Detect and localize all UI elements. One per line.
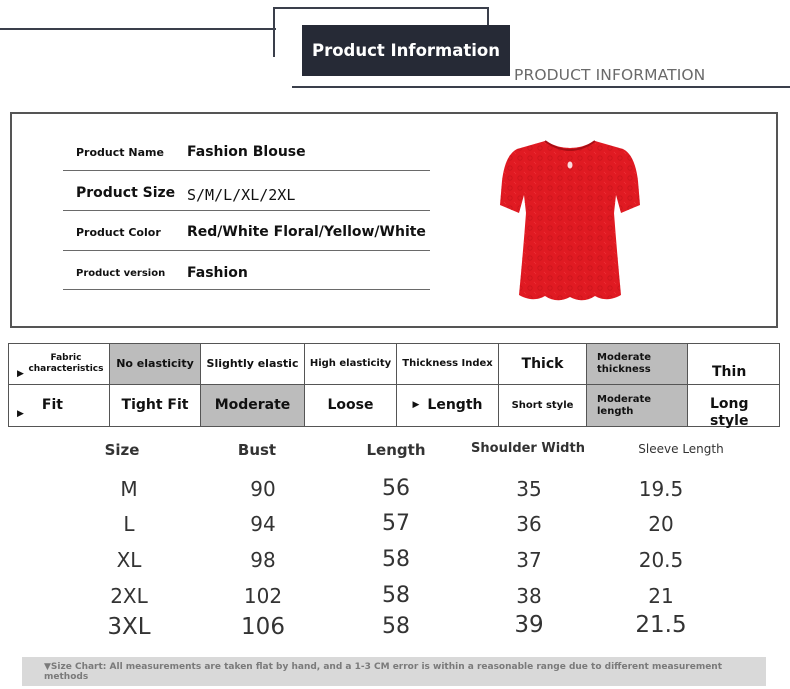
triangle-icon: ▶ bbox=[17, 369, 24, 380]
info-row-version bbox=[63, 251, 430, 290]
table-cell: 102 bbox=[243, 584, 283, 608]
table-cell: 57 bbox=[382, 511, 410, 536]
size-chart-note: ▼Size Chart: All measurements are taken flat by hand, and a 1-3 CM error is within a reasonable range due to different measurement methods bbox=[22, 657, 766, 686]
table-cell: L bbox=[123, 512, 135, 536]
attr-long-style: Long style bbox=[710, 395, 749, 429]
attr-slightly-elastic: Slightly elastic bbox=[201, 344, 305, 385]
triangle-icon: ▶ bbox=[17, 409, 24, 420]
table-cell: 35 bbox=[516, 477, 542, 501]
info-label: Product Name bbox=[76, 146, 164, 159]
table-cell: 58 bbox=[382, 583, 410, 608]
sleeve-length-header: Sleeve Length bbox=[638, 442, 724, 456]
attr-fit-label: ▶ Fit bbox=[9, 385, 110, 426]
attr-fabric-label: ▶ Fabric characteristics bbox=[9, 344, 110, 385]
shoulder-width-header: Shoulder Width bbox=[471, 441, 585, 456]
table-cell: 2XL bbox=[110, 584, 148, 608]
info-value: Fashion bbox=[187, 265, 248, 281]
table-cell: 36 bbox=[516, 512, 542, 536]
attr-thin: Thin bbox=[688, 344, 779, 385]
attr-thick: Thick bbox=[499, 344, 587, 385]
table-cell: XL bbox=[116, 548, 142, 572]
info-label: Product Size bbox=[76, 185, 176, 201]
bust-header: Bust bbox=[237, 441, 277, 459]
table-cell: M bbox=[120, 477, 138, 501]
blouse-image bbox=[495, 133, 645, 305]
info-value: S/M/L/XL/2XL bbox=[187, 186, 296, 204]
header-line-right bbox=[292, 86, 790, 88]
table-cell: 39 bbox=[514, 612, 544, 638]
table-cell: 56 bbox=[382, 476, 410, 501]
attr-no-elasticity: No elasticity bbox=[110, 344, 201, 385]
attr-moderate-fit: Moderate bbox=[201, 385, 305, 426]
table-cell: 58 bbox=[382, 614, 410, 639]
table-cell: 21 bbox=[648, 584, 674, 608]
info-row-name bbox=[63, 135, 430, 171]
page-subtitle: PRODUCT INFORMATION bbox=[514, 66, 706, 84]
table-cell: 98 bbox=[250, 548, 276, 572]
attr-tight-fit: Tight Fit bbox=[110, 385, 201, 426]
size-header: Size bbox=[104, 441, 140, 459]
table-cell: 58 bbox=[382, 547, 410, 572]
table-cell: 19.5 bbox=[638, 477, 684, 501]
attr-high-elasticity: High elasticity bbox=[305, 344, 397, 385]
table-cell: 3XL bbox=[107, 614, 151, 640]
info-row-size bbox=[63, 171, 430, 211]
table-cell: 38 bbox=[516, 584, 542, 608]
info-row-color bbox=[63, 211, 430, 251]
attr-loose: Loose bbox=[305, 385, 397, 426]
table-cell: 20 bbox=[648, 512, 674, 536]
attr-short-style: Short style bbox=[499, 385, 587, 426]
attr-length-label: ▶ Length bbox=[397, 385, 499, 426]
info-value: Fashion Blouse bbox=[187, 144, 306, 160]
info-label: Product Color bbox=[76, 226, 161, 239]
table-cell: 21.5 bbox=[635, 612, 687, 638]
table-cell: 90 bbox=[250, 477, 276, 501]
info-value: Red/White Floral/Yellow/White bbox=[187, 224, 426, 240]
table-cell: 94 bbox=[250, 512, 276, 536]
attr-moderate-length: Moderate length bbox=[587, 385, 688, 426]
header-line-left bbox=[0, 28, 276, 30]
attr-thickness-index: Thickness Index bbox=[397, 344, 499, 385]
length-header: Length bbox=[366, 441, 426, 459]
attr-moderate-thickness: Moderate thickness bbox=[587, 344, 688, 385]
table-cell: 37 bbox=[516, 548, 542, 572]
info-label: Product version bbox=[76, 268, 166, 279]
triangle-icon: ▶ bbox=[412, 400, 420, 411]
page-title: Product Information bbox=[302, 25, 510, 76]
table-cell: 106 bbox=[241, 614, 285, 640]
attribute-grid bbox=[8, 343, 780, 427]
table-cell: 20.5 bbox=[638, 548, 684, 572]
